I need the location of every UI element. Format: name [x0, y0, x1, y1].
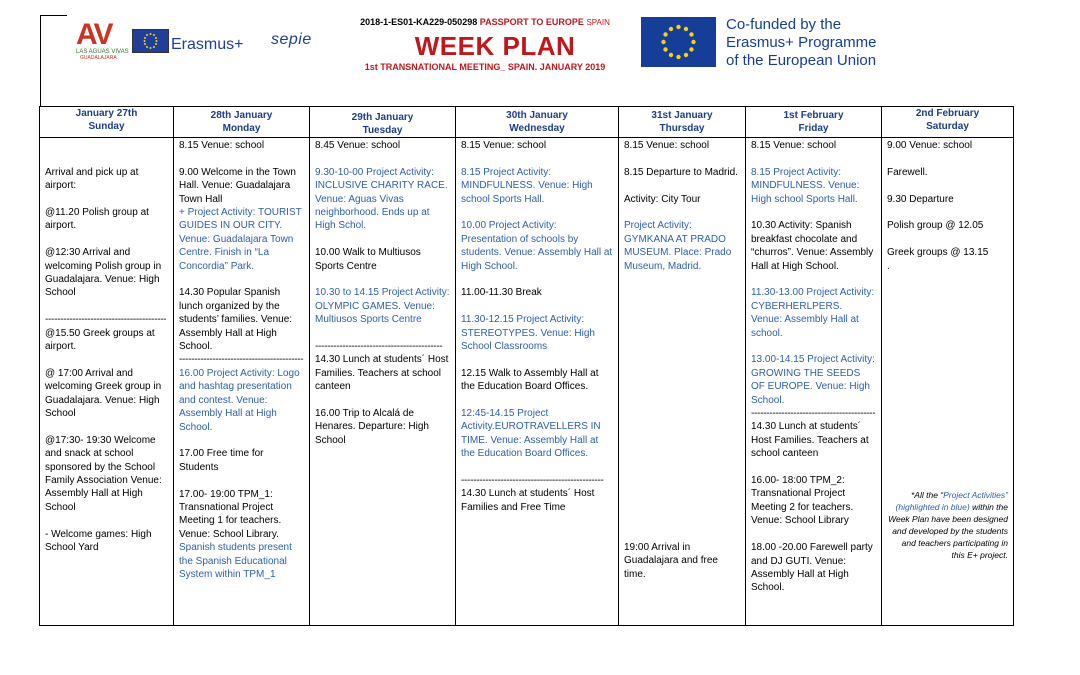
- schedule-item: 17.00 Free time for Students: [179, 448, 264, 473]
- project-activity: + Project Activity: TOURIST GUIDES IN OUR CITY. Venue: Guadalajara Town Centre. Finish in “La Concordia” Park.: [179, 207, 302, 272]
- project-activity: 10.30 to 14.15 Project Activity: OLYMPIC GAMES. Venue: Multiusos Sports Centre: [315, 287, 450, 326]
- project-activity: 8.15 Project Activity: MINDFULNESS. Venue: High school Sports Hall.: [751, 166, 860, 205]
- corner-line: [40, 15, 41, 107]
- project-activity: 13.00-14.15 Project Activity: GROWING THE SEEDS OF EUROPE. Venue: High School.: [751, 354, 875, 406]
- school-logo: [76, 18, 129, 61]
- page-title: WEEK PLAN: [414, 31, 576, 61]
- project-activity: 8.15 Project Activity: MINDFULNESS. Venue: High school Sports Hall.: [461, 166, 593, 205]
- day-header-row: [40, 107, 1014, 138]
- day-header-sunday: January 27th Sunday: [40, 107, 174, 138]
- schedule-item: 14.30 Lunch at students´ Host Families. Teachers at school canteen: [751, 421, 869, 460]
- schedule-item: Arrival and pick up at airport:: [45, 166, 139, 192]
- project-country: SPAIN: [586, 18, 610, 27]
- schedule-item: 12.15 Walk to Assembly Hall at the Education Board Offices.: [461, 367, 599, 393]
- divider: -----------------------------------------: [179, 354, 304, 366]
- project-activity: Project Activity: GYMKANA AT PRADO MUSEUM. Place: Prado Museum, Madrid.: [624, 220, 732, 272]
- erasmus-logo: Erasmus+: [171, 36, 244, 53]
- project-name: PASSPORT TO EUROPE: [479, 17, 584, 27]
- project-activity: 10.00 Project Activity: Presentation of schools by students. Venue: Assembly Hall at High School.: [461, 220, 613, 272]
- schedule-item: 14.30 Lunch at students´ Host Families. Teachers at school canteen: [315, 354, 449, 393]
- schedule-item: 10.00 Walk to Multiusos Sports Centre: [315, 247, 421, 272]
- day-cell-friday: [746, 138, 882, 626]
- footnote: *All the “Project Activities” (highlighted in blue) within the Week Plan have been designed and developed by the students and teachers participating in this E+ project.: [888, 490, 1008, 560]
- schedule-item: 16.00 Trip to Alcalá de Henares. Departure: High School: [315, 408, 429, 446]
- schedule-item: 8.15 Venue: school: [179, 140, 265, 151]
- project-activity: Spanish students present the Spanish Educational System within TPM_1: [179, 542, 292, 580]
- day-cell-tuesday: [310, 138, 456, 626]
- project-code: 2018-1-ES01-KA229-050298: [360, 17, 478, 27]
- day-cell-wednesday: [456, 138, 619, 626]
- day-cell-sunday: [40, 138, 174, 626]
- schedule-row: [40, 138, 1014, 626]
- schedule-item: 8.15 Venue: school: [751, 140, 837, 151]
- divider: -----------------------------------------: [751, 408, 876, 420]
- eu-flag-small-icon: [132, 29, 169, 53]
- cofunded-line: Erasmus+ Programme: [726, 34, 877, 51]
- school-logo-subtext: GUADALAJARA: [80, 55, 117, 61]
- schedule-item: 8.45 Venue: school: [315, 140, 401, 151]
- day-header-wednesday: 30th January Wednesday: [456, 107, 619, 138]
- schedule-item: 10.30 Activity: Spanish breakfast chocolate and “churros”. Venue: Assembly Hall at High School.: [751, 220, 874, 272]
- schedule-item: 18.00 -20.00 Farewell party and DJ GUTI. Venue: Assembly Hall at High School.: [751, 542, 873, 594]
- day-cell-thursday: [619, 138, 746, 626]
- schedule-item: @11.20 Polish group at airport.: [45, 207, 149, 232]
- project-activity: 9.30-10-00 Project Activity: INCLUSIVE CHARITY RACE. Venue: Aguas Vivas neighborhood. Ends up at High Schol.: [315, 166, 448, 232]
- day-cell-saturday: [882, 138, 1014, 626]
- project-activity: 11.30-12.15 Project Activity: STEREOTYPES. Venue: High School Classrooms: [461, 314, 595, 353]
- corner-line: [40, 15, 67, 16]
- schedule-item: 19:00 Arrival in Guadalajara and free time.: [624, 542, 718, 580]
- day-cell-monday: [174, 138, 310, 626]
- schedule-item: Farewell.: [887, 166, 928, 178]
- week-plan-table: [39, 106, 1014, 626]
- day-header-monday: 28th January Monday: [174, 107, 310, 138]
- schedule-item: @15.50 Greek groups at airport.: [45, 327, 155, 353]
- schedule-item: @17:30- 19:30 Welcome and snack at school sponsored by the School Family Association Venue: Assembly Hall at High School: [45, 434, 162, 513]
- schedule-item: 14.30 Lunch at students´ Host Families and Free Time: [461, 488, 595, 513]
- schedule-item: Greek groups @ 13.15: [887, 247, 989, 259]
- schedule-item: Polish group @ 12.05: [887, 220, 984, 232]
- schedule-item: 17.00- 19:00 TPM_1: Transnational Project Meeting 1 for teachers. Venue: School Library.: [179, 488, 282, 540]
- schedule-item: 11.00-11.30 Break: [461, 287, 542, 299]
- schedule-item: 9.30 Departure: [887, 193, 954, 205]
- day-header-friday: 1st February Friday: [746, 107, 882, 138]
- cofunded-text: [726, 16, 876, 70]
- sepie-logo: sepie: [271, 31, 312, 48]
- schedule-item: 8.15 Departure to Madrid.: [624, 166, 738, 178]
- day-header-tuesday: 29th January Tuesday: [310, 107, 456, 138]
- schedule-item: 8.15 Venue: school: [461, 140, 547, 151]
- project-code-line: [335, 17, 635, 27]
- schedule-item: @ 17:00 Arrival and welcoming Greek group in Guadalajara. Venue: High School: [45, 367, 162, 420]
- schedule-item: 8.15 Venue: school: [624, 140, 710, 151]
- project-activity: 16.00 Project Activity: Logo and hashtag presentation and contest. Venue: Assembly Hall at High School.: [179, 367, 300, 433]
- schedule-item: 9.00 Welcome in the Town Hall. Venue: Guadalajara Town Hall: [179, 166, 296, 205]
- divider: ------------------------------------------: [315, 341, 443, 353]
- schedule-item: Activity: City Tour: [624, 193, 701, 205]
- project-activity: 12:45-14.15 Project Activity.EUROTRAVELLERS IN TIME. Venue: Assembly Hall at the Education Board Offices.: [461, 408, 601, 460]
- cofunded-line: of the European Union: [726, 52, 877, 69]
- day-header-thursday: 31st January Thursday: [619, 107, 746, 138]
- schedule-item: - Welcome games: High School Yard: [45, 528, 152, 554]
- divider: ----------------------------------------: [45, 314, 167, 326]
- schedule-item: .: [887, 260, 890, 272]
- cofunded-line: Co-funded by the: [726, 16, 842, 33]
- eu-flag-icon: [641, 17, 716, 67]
- schedule-item: 9.00 Venue: school: [887, 140, 973, 151]
- page-subtitle: 1st TRANSNATIONAL MEETING_ SPAIN. JANUARY 2019: [364, 62, 606, 72]
- school-logo-mark: AV: [76, 18, 112, 51]
- project-activity: 11.30-13.00 Project Activity: CYBERHERLPERS. Venue: Assembly Hall at school.: [751, 287, 875, 339]
- schedule-item: @12:30 Arrival and welcoming Polish group in Guadalajara. Venue: High School: [45, 247, 162, 299]
- divider: -----------------------------------------------: [461, 475, 604, 487]
- schedule-item: 14.30 Popular Spanish lunch organized by the students’ families. Venue: Assembly Hall at High School.: [179, 287, 293, 353]
- schedule-item: 16.00- 18:00 TPM_2: Transnational Project Meeting 2 for teachers. Venue: School Library: [751, 475, 854, 527]
- school-logo-text: LAS AGUAS VIVAS: [76, 49, 129, 55]
- day-header-saturday: 2nd February Saturday: [882, 107, 1014, 138]
